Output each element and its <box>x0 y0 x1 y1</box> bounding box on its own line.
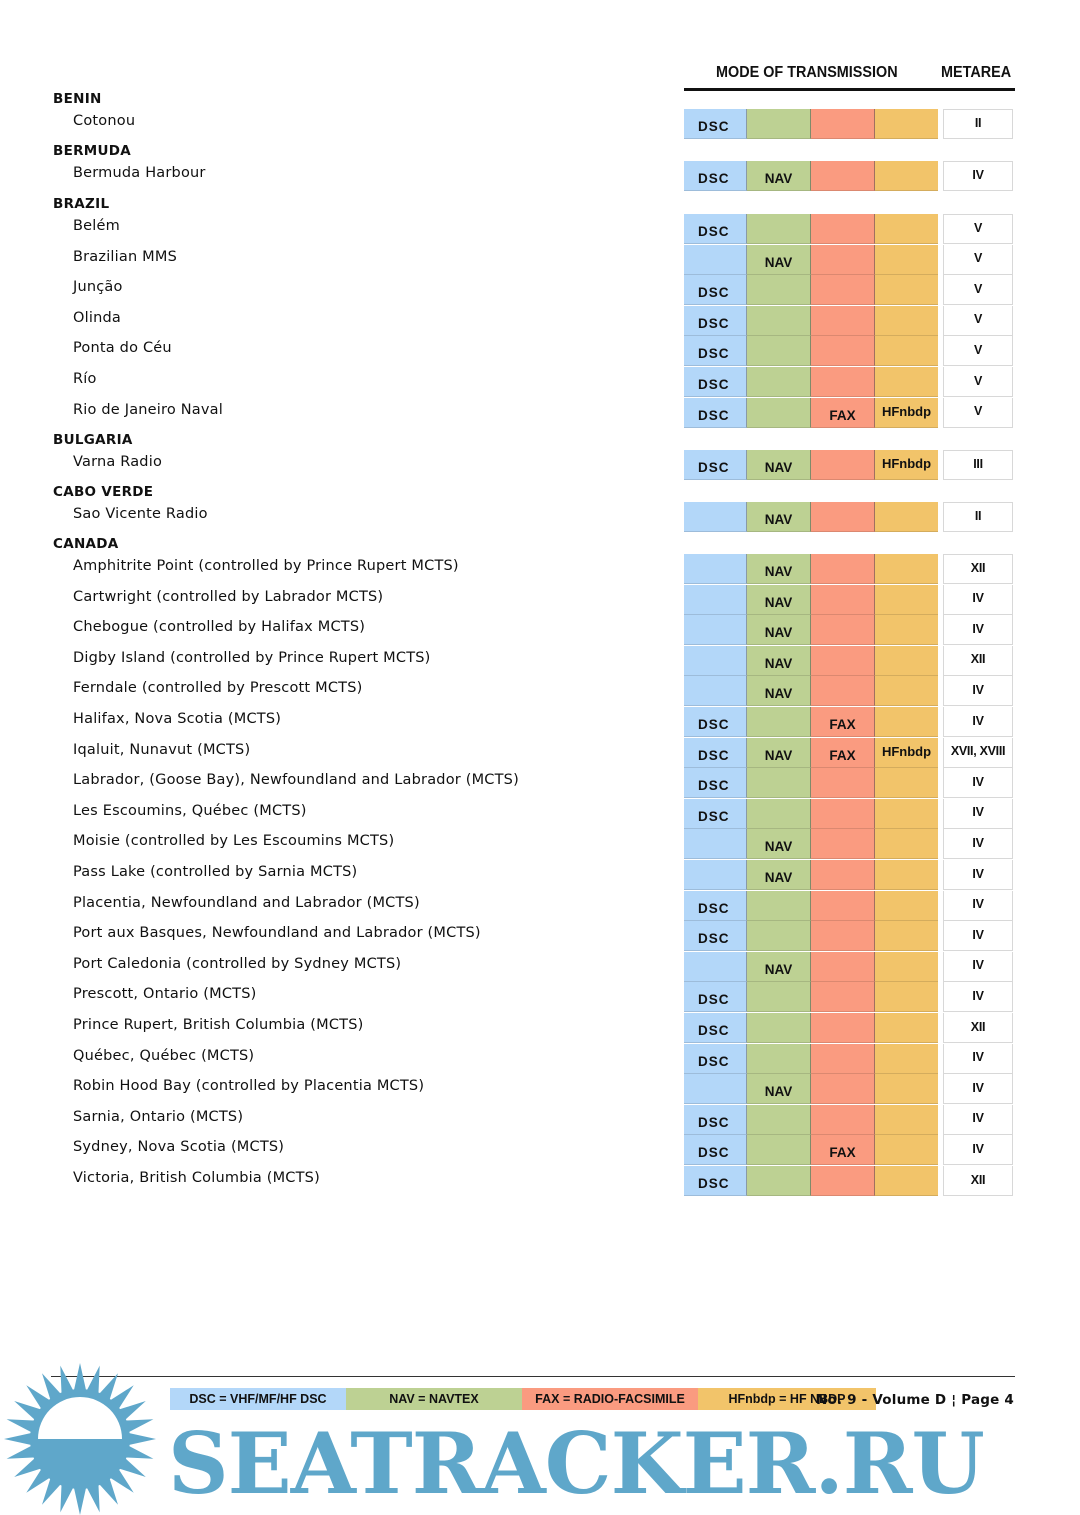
station-row <box>684 1044 1013 1074</box>
hfnbdp-cell <box>875 646 938 676</box>
station-name: Belém <box>73 218 120 234</box>
station-row <box>684 768 1013 798</box>
metarea-cell: IV <box>943 860 1013 890</box>
metarea-cell: V <box>943 275 1013 305</box>
dsc-cell: DSC <box>684 799 747 829</box>
hfnbdp-cell <box>875 109 938 139</box>
dsc-cell: DSC <box>684 1166 747 1196</box>
fax-cell <box>811 554 875 584</box>
station-name: Moisie (controlled by Les Escoumins MCTS) <box>73 833 395 850</box>
dsc-cell <box>684 829 747 859</box>
fax-cell <box>811 921 875 951</box>
hfnbdp-cell <box>875 275 938 305</box>
fax-cell <box>811 161 875 191</box>
station-name: Iqaluit, Nunavut (MCTS) <box>73 741 251 758</box>
nav-cell <box>747 768 811 798</box>
nav-cell <box>747 1105 811 1135</box>
nav-cell <box>747 109 811 139</box>
metarea-cell: V <box>943 398 1013 428</box>
fax-cell: FAX <box>811 398 875 428</box>
hfnbdp-cell: HFnbdp <box>875 738 938 768</box>
hfnbdp-cell <box>875 1013 938 1043</box>
metarea-cell: II <box>943 502 1013 532</box>
hfnbdp-cell <box>875 585 938 615</box>
station-name: Amphitrite Point (controlled by Prince Rupert MCTS) <box>73 558 459 574</box>
metarea-cell: XVII, XVIII <box>943 738 1013 768</box>
country-heading: CABO VERDE <box>53 484 154 500</box>
metarea-cell: IV <box>943 768 1013 798</box>
nav-cell <box>747 275 811 305</box>
metarea-cell: V <box>943 367 1013 397</box>
country-heading: BERMUDA <box>53 143 132 159</box>
metarea-cell: IV <box>943 1074 1013 1104</box>
hfnbdp-cell <box>875 1105 938 1135</box>
dsc-cell: DSC <box>684 214 747 244</box>
station-row <box>684 1105 1013 1135</box>
metarea-cell: IV <box>943 707 1013 737</box>
nav-cell <box>747 982 811 1012</box>
nav-cell: NAV <box>747 738 811 768</box>
station-row <box>684 398 1013 428</box>
metarea-cell: IV <box>943 1135 1013 1165</box>
station-row <box>684 952 1013 982</box>
metarea-cell: IV <box>943 952 1013 982</box>
metarea-cell: IV <box>943 585 1013 615</box>
nav-cell <box>747 336 811 366</box>
station-name: Prince Rupert, British Columbia (MCTS) <box>73 1017 364 1033</box>
metarea-cell: IV <box>943 615 1013 645</box>
station-row <box>684 982 1013 1012</box>
nav-cell: NAV <box>747 161 811 191</box>
nav-cell: NAV <box>747 1074 811 1104</box>
fax-cell <box>811 829 875 859</box>
nav-cell: NAV <box>747 450 811 480</box>
station-name: Varna Radio <box>73 454 163 470</box>
dsc-cell: DSC <box>684 306 747 336</box>
station-row <box>684 450 1013 480</box>
station-row <box>684 707 1013 737</box>
fax-cell <box>811 646 875 676</box>
fax-cell <box>811 245 875 275</box>
fax-cell <box>811 952 875 982</box>
fax-cell <box>811 1166 875 1196</box>
station-name: Digby Island (controlled by Prince Rupert MCTS) <box>73 649 431 666</box>
station-name: Pass Lake (controlled by Sarnia MCTS) <box>73 864 358 880</box>
footer-divider <box>51 1376 1015 1377</box>
fax-cell <box>811 768 875 798</box>
dsc-cell: DSC <box>684 1044 747 1074</box>
nav-cell: NAV <box>747 646 811 676</box>
hfnbdp-cell <box>875 1166 938 1196</box>
station-name: Ferndale (controlled by Prescott MCTS) <box>73 680 363 697</box>
metarea-cell: IV <box>943 1044 1013 1074</box>
metarea-cell: IV <box>943 799 1013 829</box>
nav-cell <box>747 398 811 428</box>
dsc-cell: DSC <box>684 1105 747 1135</box>
station-row <box>684 275 1013 305</box>
dsc-cell <box>684 245 747 275</box>
fax-cell <box>811 585 875 615</box>
hfnbdp-cell <box>875 1135 938 1165</box>
metarea-cell: III <box>943 450 1013 480</box>
hfnbdp-cell <box>875 952 938 982</box>
station-row <box>684 829 1013 859</box>
legend <box>170 1388 876 1410</box>
hfnbdp-cell: HFnbdp <box>875 398 938 428</box>
dsc-cell <box>684 1074 747 1104</box>
hfnbdp-cell <box>875 367 938 397</box>
station-row <box>684 1135 1013 1165</box>
fax-cell <box>811 1013 875 1043</box>
dsc-cell: DSC <box>684 738 747 768</box>
mode-of-transmission-heading: MODE OF TRANSMISSION <box>716 64 898 81</box>
station-row <box>684 860 1013 890</box>
hfnbdp-cell <box>875 1044 938 1074</box>
station-name: Cotonou <box>73 113 136 129</box>
page-number: No. 9 - Volume D ¦ Page 4 <box>815 1392 1014 1408</box>
station-name: Robin Hood Bay (controlled by Placentia MCTS) <box>73 1078 425 1095</box>
station-name: Sydney, Nova Scotia (MCTS) <box>73 1139 285 1156</box>
dsc-cell: DSC <box>684 1135 747 1165</box>
metarea-cell: IV <box>943 676 1013 706</box>
station-row <box>684 1013 1013 1043</box>
station-row <box>684 245 1013 275</box>
fax-cell <box>811 367 875 397</box>
nav-cell <box>747 306 811 336</box>
station-name: Río <box>73 371 97 387</box>
hfnbdp-cell <box>875 707 938 737</box>
station-row <box>684 676 1013 706</box>
hfnbdp-cell <box>875 336 938 366</box>
nav-cell <box>747 1013 811 1043</box>
nav-cell <box>747 921 811 951</box>
station-row <box>684 585 1013 615</box>
station-row <box>684 799 1013 829</box>
station-name: Cartwright (controlled by Labrador MCTS) <box>73 588 384 605</box>
nav-cell <box>747 1166 811 1196</box>
fax-cell <box>811 982 875 1012</box>
dsc-cell <box>684 554 747 584</box>
hfnbdp-cell <box>875 676 938 706</box>
country-heading: BENIN <box>53 91 102 107</box>
station-row <box>684 367 1013 397</box>
station-row <box>684 1074 1013 1104</box>
dsc-cell: DSC <box>684 982 747 1012</box>
dsc-cell: DSC <box>684 921 747 951</box>
station-row <box>684 502 1013 532</box>
nav-cell <box>747 367 811 397</box>
legend-nav: NAV = NAVTEX <box>346 1388 522 1410</box>
dsc-cell: DSC <box>684 275 747 305</box>
station-name: Ponta do Céu <box>73 340 172 357</box>
hfnbdp-cell <box>875 245 938 275</box>
country-heading: BULGARIA <box>53 432 133 448</box>
metarea-cell: XII <box>943 1013 1013 1043</box>
hfnbdp-cell <box>875 921 938 951</box>
nav-cell: NAV <box>747 554 811 584</box>
station-row <box>684 615 1013 645</box>
fax-cell <box>811 1074 875 1104</box>
metarea-cell: XII <box>943 554 1013 584</box>
fax-cell <box>811 860 875 890</box>
hfnbdp-cell <box>875 799 938 829</box>
dsc-cell: DSC <box>684 450 747 480</box>
hfnbdp-cell <box>875 502 938 532</box>
nav-cell: NAV <box>747 615 811 645</box>
fax-cell <box>811 306 875 336</box>
hfnbdp-cell <box>875 554 938 584</box>
legend-hfnbdp: HFnbdp = HF NBDP <box>698 1388 876 1410</box>
nav-cell: NAV <box>747 502 811 532</box>
dsc-cell: DSC <box>684 367 747 397</box>
nav-cell: NAV <box>747 676 811 706</box>
nav-cell <box>747 891 811 921</box>
station-row <box>684 306 1013 336</box>
nav-cell: NAV <box>747 585 811 615</box>
table-header <box>684 62 1015 91</box>
nav-cell: NAV <box>747 860 811 890</box>
fax-cell <box>811 336 875 366</box>
dsc-cell <box>684 502 747 532</box>
station-row <box>684 336 1013 366</box>
station-row <box>684 646 1013 676</box>
fax-cell: FAX <box>811 738 875 768</box>
dsc-cell <box>684 615 747 645</box>
station-row <box>684 161 1013 191</box>
hfnbdp-cell <box>875 891 938 921</box>
fax-cell <box>811 502 875 532</box>
watermark-logo: SEATRACKER.RU <box>168 1418 984 1510</box>
dsc-cell <box>684 860 747 890</box>
metarea-cell: XII <box>943 646 1013 676</box>
station-name: Prescott, Ontario (MCTS) <box>73 986 257 1003</box>
country-heading: CANADA <box>53 536 119 552</box>
metarea-cell: IV <box>943 921 1013 951</box>
sun-watermark-icon <box>0 1355 160 1515</box>
metarea-cell: IV <box>943 982 1013 1012</box>
station-name: Labrador, (Goose Bay), Newfoundland and Labrador (MCTS) <box>73 772 519 789</box>
metarea-cell: IV <box>943 1105 1013 1135</box>
metarea-cell: II <box>943 109 1013 139</box>
fax-cell <box>811 1105 875 1135</box>
station-row <box>684 214 1013 244</box>
dsc-cell: DSC <box>684 161 747 191</box>
fax-cell: FAX <box>811 707 875 737</box>
station-name: Halifax, Nova Scotia (MCTS) <box>73 711 282 727</box>
legend-dsc: DSC = VHF/MF/HF DSC <box>170 1388 346 1410</box>
station-row <box>684 921 1013 951</box>
dsc-cell: DSC <box>684 336 747 366</box>
nav-cell <box>747 799 811 829</box>
station-name: Sarnia, Ontario (MCTS) <box>73 1108 244 1125</box>
dsc-cell: DSC <box>684 1013 747 1043</box>
hfnbdp-cell: HFnbdp <box>875 450 938 480</box>
dsc-cell <box>684 585 747 615</box>
nav-cell: NAV <box>747 952 811 982</box>
station-name: Olinda <box>73 309 121 326</box>
nav-cell: NAV <box>747 829 811 859</box>
station-name: Les Escoumins, Québec (MCTS) <box>73 802 307 819</box>
metarea-cell: XII <box>943 1166 1013 1196</box>
metarea-heading: METAREA <box>941 64 1012 81</box>
station-name: Junção <box>73 279 123 296</box>
hfnbdp-cell <box>875 982 938 1012</box>
dsc-cell: DSC <box>684 109 747 139</box>
hfnbdp-cell <box>875 615 938 645</box>
station-row <box>684 1166 1013 1196</box>
hfnbdp-cell <box>875 860 938 890</box>
nav-cell <box>747 1044 811 1074</box>
nav-cell <box>747 1135 811 1165</box>
metarea-cell: IV <box>943 829 1013 859</box>
station-name: Port Caledonia (controlled by Sydney MCTS) <box>73 955 402 972</box>
dsc-cell: DSC <box>684 707 747 737</box>
station-name: Port aux Basques, Newfoundland and Labrador (MCTS) <box>73 925 481 942</box>
country-heading: BRAZIL <box>53 196 110 212</box>
fax-cell <box>811 214 875 244</box>
fax-cell <box>811 615 875 645</box>
hfnbdp-cell <box>875 768 938 798</box>
station-name: Brazilian MMS <box>73 248 178 265</box>
fax-cell <box>811 799 875 829</box>
fax-cell <box>811 676 875 706</box>
metarea-cell: V <box>943 336 1013 366</box>
metarea-cell: V <box>943 306 1013 336</box>
station-name: Placentia, Newfoundland and Labrador (MCTS) <box>73 894 420 911</box>
station-name: Chebogue (controlled by Halifax MCTS) <box>73 619 366 636</box>
station-row <box>684 554 1013 584</box>
nav-cell <box>747 707 811 737</box>
nav-cell <box>747 214 811 244</box>
fax-cell: FAX <box>811 1135 875 1165</box>
hfnbdp-cell <box>875 161 938 191</box>
hfnbdp-cell <box>875 1074 938 1104</box>
dsc-cell: DSC <box>684 891 747 921</box>
hfnbdp-cell <box>875 214 938 244</box>
dsc-cell: DSC <box>684 768 747 798</box>
hfnbdp-cell <box>875 306 938 336</box>
metarea-cell: IV <box>943 891 1013 921</box>
hfnbdp-cell <box>875 829 938 859</box>
fax-cell <box>811 1044 875 1074</box>
dsc-cell <box>684 952 747 982</box>
fax-cell <box>811 450 875 480</box>
fax-cell <box>811 275 875 305</box>
station-name: Québec, Québec (MCTS) <box>73 1047 255 1064</box>
station-name: Bermuda Harbour <box>73 165 206 181</box>
nav-cell: NAV <box>747 245 811 275</box>
station-name: Sao Vicente Radio <box>73 506 208 522</box>
metarea-cell: V <box>943 245 1013 275</box>
dsc-cell: DSC <box>684 398 747 428</box>
legend-fax: FAX = RADIO-FACSIMILE <box>522 1388 698 1410</box>
station-name: Rio de Janeiro Naval <box>73 401 223 418</box>
dsc-cell <box>684 676 747 706</box>
station-name: Victoria, British Columbia (MCTS) <box>73 1170 320 1186</box>
station-row <box>684 738 1013 768</box>
dsc-cell <box>684 646 747 676</box>
station-row <box>684 109 1013 139</box>
metarea-cell: IV <box>943 161 1013 191</box>
fax-cell <box>811 891 875 921</box>
fax-cell <box>811 109 875 139</box>
station-row <box>684 891 1013 921</box>
metarea-cell: V <box>943 214 1013 244</box>
